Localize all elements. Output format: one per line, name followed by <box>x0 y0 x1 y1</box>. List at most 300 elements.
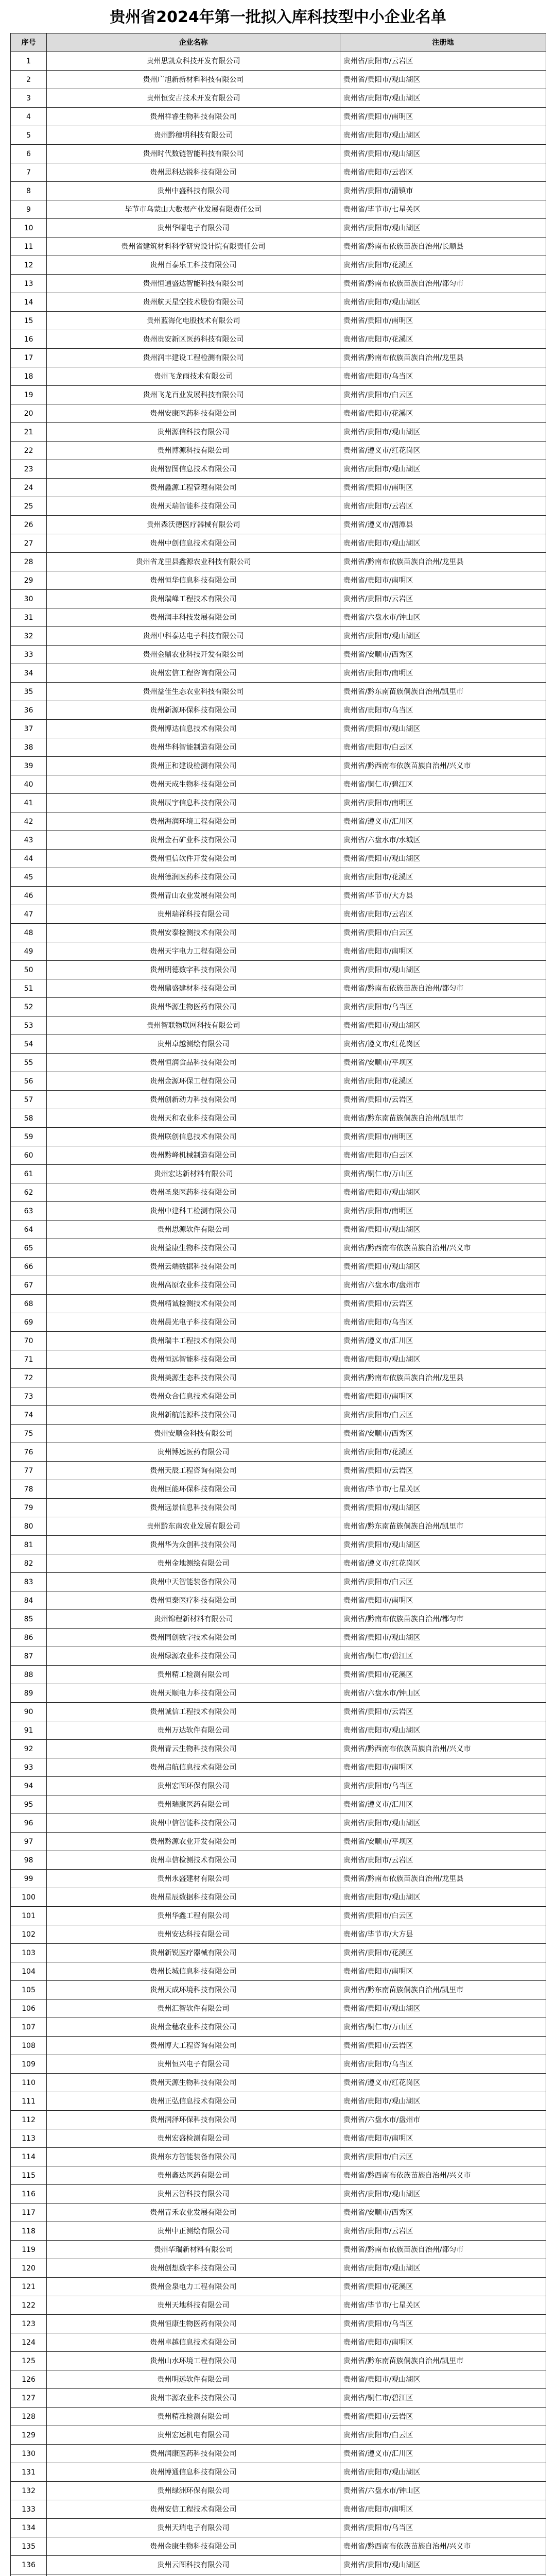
row-index: 1 <box>11 52 47 71</box>
row-registration-place: 贵州省/黔南布依族苗族自治州/龙里县 <box>340 1870 546 1888</box>
table-row <box>11 1870 546 1888</box>
table-row <box>11 367 546 386</box>
row-index: 45 <box>11 868 47 887</box>
table-row <box>11 479 546 497</box>
table-row <box>11 683 546 701</box>
table-row <box>11 1109 546 1128</box>
row-company-name: 贵州正和建设检测有限公司 <box>47 757 340 775</box>
row-registration-place: 贵州省/毕节市/七星关区 <box>340 200 546 219</box>
row-registration-place: 贵州省/黔南布依族苗族自治州/都匀市 <box>340 979 546 998</box>
row-company-name: 贵州安顺金科技有限公司 <box>47 1425 340 1443</box>
row-company-name: 贵州瑞康医药有限公司 <box>47 1795 340 1814</box>
table-row <box>11 2463 546 2482</box>
row-company-name: 贵州恒兴电子有限公司 <box>47 2055 340 2074</box>
row-company-name: 贵州思科达锐科技有限公司 <box>47 163 340 182</box>
row-registration-place: 贵州省/铜仁市/碧江区 <box>340 775 546 794</box>
row-company-name: 贵州博大工程咨询有限公司 <box>47 2037 340 2055</box>
row-index: 97 <box>11 1833 47 1851</box>
row-registration-place: 贵州省/遵义市/红花岗区 <box>340 442 546 460</box>
row-index: 129 <box>11 2426 47 2445</box>
row-registration-place: 贵州省/贵阳市/花溪区 <box>340 2278 546 2296</box>
row-index: 75 <box>11 1425 47 1443</box>
row-index: 127 <box>11 2389 47 2408</box>
row-index: 19 <box>11 386 47 404</box>
row-company-name: 贵州博达信息技术有限公司 <box>47 720 340 738</box>
table-row <box>11 2166 546 2185</box>
row-index: 8 <box>11 182 47 200</box>
row-company-name: 贵州新锐医疗器械有限公司 <box>47 1944 340 1962</box>
row-company-name: 贵州中天智能装备有限公司 <box>47 1573 340 1591</box>
table-row <box>11 1554 546 1573</box>
row-registration-place: 贵州省/贵阳市/云岩区 <box>340 1851 546 1870</box>
row-company-name: 贵州润丰建设工程检测有限公司 <box>47 349 340 367</box>
row-company-name: 贵州天地科技有限公司 <box>47 2296 340 2315</box>
table-row <box>11 1146 546 1165</box>
table-row <box>11 89 546 108</box>
row-registration-place: 贵州省/贵阳市/乌当区 <box>340 998 546 1016</box>
row-registration-place: 贵州省/遵义市/湄潭县 <box>340 516 546 534</box>
table-row <box>11 1035 546 1054</box>
row-company-name: 贵州华曜电子有限公司 <box>47 219 340 238</box>
row-company-name: 贵州润丰科技发展有限公司 <box>47 608 340 627</box>
table-row <box>11 293 546 312</box>
table-row <box>11 1721 546 1740</box>
row-registration-place: 贵州省/贵阳市/观山湖区 <box>340 627 546 646</box>
row-index: 53 <box>11 1016 47 1035</box>
row-registration-place: 贵州省/贵阳市/乌当区 <box>340 2519 546 2537</box>
row-company-name: 贵州航天星空技术股份有限公司 <box>47 293 340 312</box>
row-index: 124 <box>11 2333 47 2352</box>
row-registration-place: 贵州省/贵阳市/白云区 <box>340 924 546 942</box>
row-company-name: 贵州中正测绘有限公司 <box>47 2222 340 2241</box>
row-registration-place: 贵州省/贵阳市/南明区 <box>340 2500 546 2519</box>
table-row <box>11 1795 546 1814</box>
table-row <box>11 1833 546 1851</box>
row-registration-place: 贵州省/贵阳市/南明区 <box>340 1758 546 1777</box>
row-registration-place: 贵州省/贵阳市/花溪区 <box>340 1944 546 1962</box>
row-registration-place: 贵州省/六盘水市/钟山区 <box>340 1684 546 1703</box>
header-index: 序号 <box>11 33 47 52</box>
table-row <box>11 1350 546 1369</box>
row-index: 3 <box>11 89 47 108</box>
table-row <box>11 1054 546 1072</box>
row-index: 93 <box>11 1758 47 1777</box>
row-company-name: 贵州润泽环保科技有限公司 <box>47 2111 340 2129</box>
row-company-name: 贵州金源环保工程有限公司 <box>47 1072 340 1091</box>
row-index: 9 <box>11 200 47 219</box>
table-row <box>11 1406 546 1425</box>
table-row <box>11 386 546 404</box>
table-row <box>11 200 546 219</box>
table-row <box>11 1999 546 2018</box>
row-company-name: 贵州博远医药有限公司 <box>47 1443 340 1462</box>
row-company-name: 贵州星辰数据科技有限公司 <box>47 1888 340 1907</box>
table-row <box>11 534 546 553</box>
row-registration-place: 贵州省/黔东南苗族侗族自治州/凯里市 <box>340 1981 546 1999</box>
row-company-name: 贵州精诚检测技术有限公司 <box>47 1295 340 1313</box>
row-index: 40 <box>11 775 47 794</box>
table-header-row <box>11 33 546 52</box>
row-index: 42 <box>11 812 47 831</box>
table-row <box>11 497 546 516</box>
table-row <box>11 2333 546 2352</box>
table-row <box>11 812 546 831</box>
row-registration-place: 贵州省/铜仁市/万山区 <box>340 1165 546 1183</box>
table-row <box>11 2315 546 2333</box>
row-company-name: 贵州恒通盛达智能科技有限公司 <box>47 275 340 293</box>
row-company-name: 贵州青云生物科技有限公司 <box>47 1740 340 1758</box>
row-registration-place: 贵州省/贵阳市/南明区 <box>340 312 546 330</box>
row-index: 26 <box>11 516 47 534</box>
table-row <box>11 1425 546 1443</box>
row-registration-place: 贵州省/六盘水市/水城区 <box>340 831 546 850</box>
row-registration-place: 贵州省/黔东南苗族侗族自治州/凯里市 <box>340 1517 546 1536</box>
row-registration-place: 贵州省/贵阳市/南明区 <box>340 794 546 812</box>
row-registration-place: 贵州省/贵阳市/观山湖区 <box>340 2185 546 2204</box>
row-company-name: 贵州华科智能制造有限公司 <box>47 738 340 757</box>
table-row <box>11 1758 546 1777</box>
row-company-name: 贵州东方智能装备有限公司 <box>47 2148 340 2166</box>
row-company-name: 贵州智图信息技术有限公司 <box>47 460 340 479</box>
row-index: 6 <box>11 145 47 163</box>
row-company-name: 贵州广旭新新材料科技有限公司 <box>47 71 340 89</box>
row-company-name: 贵州远景信息科技有限公司 <box>47 1499 340 1517</box>
row-company-name: 贵州丰源农业科技有限公司 <box>47 2389 340 2408</box>
row-registration-place: 贵州省/遵义市/红花岗区 <box>340 1554 546 1573</box>
row-company-name: 贵州益佳生态农业科技有限公司 <box>47 683 340 701</box>
row-index: 126 <box>11 2370 47 2389</box>
row-index: 122 <box>11 2296 47 2315</box>
row-company-name: 贵州华源生物医药有限公司 <box>47 998 340 1016</box>
row-index: 67 <box>11 1276 47 1295</box>
row-registration-place: 贵州省/铜仁市/万山区 <box>340 2018 546 2037</box>
table-row <box>11 1573 546 1591</box>
row-index: 87 <box>11 1647 47 1666</box>
row-registration-place: 贵州省/贵阳市/观山湖区 <box>340 145 546 163</box>
row-index: 30 <box>11 590 47 608</box>
row-index: 34 <box>11 664 47 683</box>
row-registration-place: 贵州省/贵阳市/南明区 <box>340 2129 546 2148</box>
row-registration-place: 贵州省/贵阳市/白云区 <box>340 1146 546 1165</box>
row-registration-place: 贵州省/贵阳市/观山湖区 <box>340 2556 546 2574</box>
row-company-name: 贵州源信科技有限公司 <box>47 423 340 442</box>
table-row <box>11 163 546 182</box>
row-index: 38 <box>11 738 47 757</box>
table-row <box>11 2185 546 2204</box>
table-row <box>11 646 546 664</box>
row-index: 78 <box>11 1480 47 1499</box>
table-row <box>11 1517 546 1536</box>
row-index: 27 <box>11 534 47 553</box>
row-company-name: 贵州绿源农业科技有限公司 <box>47 1647 340 1666</box>
table-row <box>11 312 546 330</box>
row-registration-place: 贵州省/安顺市/西秀区 <box>340 646 546 664</box>
row-company-name: 贵州天和农业科技有限公司 <box>47 1109 340 1128</box>
table-row <box>11 1536 546 1554</box>
table-row <box>11 404 546 423</box>
row-company-name: 贵州润康医药科技有限公司 <box>47 2445 340 2463</box>
row-index: 55 <box>11 1054 47 1072</box>
table-row <box>11 1591 546 1610</box>
row-company-name: 贵州天宇电力工程有限公司 <box>47 942 340 961</box>
row-index: 82 <box>11 1554 47 1573</box>
row-registration-place: 贵州省/贵阳市/花溪区 <box>340 868 546 887</box>
table-row <box>11 850 546 868</box>
row-company-name: 贵州永盛建材有限公司 <box>47 1870 340 1888</box>
row-index: 48 <box>11 924 47 942</box>
row-registration-place: 贵州省/贵阳市/观山湖区 <box>340 850 546 868</box>
table-row <box>11 590 546 608</box>
row-index: 119 <box>11 2241 47 2259</box>
row-registration-place: 贵州省/贵阳市/清镇市 <box>340 182 546 200</box>
row-registration-place: 贵州省/贵阳市/南明区 <box>340 479 546 497</box>
row-registration-place: 贵州省/黔西南布依族苗族自治州/兴义市 <box>340 2537 546 2556</box>
row-registration-place: 贵州省/黔南布依族苗族自治州/龙里县 <box>340 349 546 367</box>
table-row <box>11 2204 546 2222</box>
row-registration-place: 贵州省/贵阳市/花溪区 <box>340 1666 546 1684</box>
row-index: 51 <box>11 979 47 998</box>
row-index: 47 <box>11 905 47 924</box>
row-company-name: 贵州益康生物科技有限公司 <box>47 1239 340 1258</box>
row-company-name: 贵州圣泉医药科技有限公司 <box>47 1183 340 1202</box>
row-index: 5 <box>11 126 47 145</box>
row-company-name: 贵州锦程新材料有限公司 <box>47 1610 340 1629</box>
row-company-name: 贵州恒润食品科技有限公司 <box>47 1054 340 1072</box>
row-registration-place: 贵州省/贵阳市/云岩区 <box>340 1703 546 1721</box>
row-registration-place: 贵州省/贵阳市/白云区 <box>340 738 546 757</box>
row-index: 103 <box>11 1944 47 1962</box>
row-company-name: 贵州宏达新材料有限公司 <box>47 1165 340 1183</box>
row-company-name: 贵州绿洲环保有限公司 <box>47 2482 340 2500</box>
row-company-name: 贵州中创信息技术有限公司 <box>47 534 340 553</box>
row-index: 135 <box>11 2537 47 2556</box>
row-registration-place: 贵州省/黔西南布依族苗族自治州/兴义市 <box>340 2166 546 2185</box>
table-row <box>11 2278 546 2296</box>
row-company-name: 贵州祥睿生物科技有限公司 <box>47 108 340 126</box>
table-row <box>11 1091 546 1109</box>
table-row <box>11 553 546 571</box>
row-index: 131 <box>11 2463 47 2482</box>
table-row <box>11 998 546 1016</box>
row-registration-place: 贵州省/贵阳市/观山湖区 <box>340 2092 546 2111</box>
table-row <box>11 2574 546 2576</box>
row-index: 73 <box>11 1387 47 1406</box>
table-row <box>11 571 546 590</box>
row-index: 69 <box>11 1313 47 1332</box>
table-row <box>11 2556 546 2574</box>
row-index: 41 <box>11 794 47 812</box>
row-company-name: 贵州华为众创科技有限公司 <box>47 1536 340 1554</box>
row-company-name: 贵州华鑫工程有限公司 <box>47 1907 340 1925</box>
table-row <box>11 2500 546 2519</box>
row-registration-place: 贵州省/黔东南苗族侗族自治州/凯里市 <box>340 2352 546 2370</box>
table-row <box>11 942 546 961</box>
table-row <box>11 1221 546 1239</box>
row-company-name: 贵州飞龙雨技术有限公司 <box>47 367 340 386</box>
table-row <box>11 442 546 460</box>
row-index: 58 <box>11 1109 47 1128</box>
row-company-name: 贵州恒安古技术开发有限公司 <box>47 89 340 108</box>
header-company-name: 企业名称 <box>47 33 340 52</box>
table-row <box>11 868 546 887</box>
table-row <box>11 1666 546 1684</box>
table-row <box>11 2222 546 2241</box>
row-company-name: 贵州天成生物科技有限公司 <box>47 775 340 794</box>
table-row <box>11 1016 546 1035</box>
table-row <box>11 887 546 905</box>
row-registration-place: 贵州省/贵阳市/乌当区 <box>340 1313 546 1332</box>
row-company-name: 贵州联创信息技术有限公司 <box>47 1128 340 1146</box>
row-index: 111 <box>11 2092 47 2111</box>
row-index: 120 <box>11 2259 47 2278</box>
row-registration-place: 贵州省/贵阳市/云岩区 <box>340 497 546 516</box>
row-company-name: 贵州启航信息技术有限公司 <box>47 1758 340 1777</box>
row-registration-place: 贵州省/黔南布依族苗族自治州/都匀市 <box>340 275 546 293</box>
row-index: 10 <box>11 219 47 238</box>
row-registration-place: 贵州省/毕节市/七星关区 <box>340 2296 546 2315</box>
table-row <box>11 1962 546 1981</box>
table-row <box>11 2426 546 2445</box>
row-company-name: 贵州安信工程技术有限公司 <box>47 2500 340 2519</box>
row-company-name: 贵州天辰工程咨询有限公司 <box>47 1462 340 1480</box>
table-row <box>11 775 546 794</box>
row-registration-place: 贵州省/安顺市/西秀区 <box>340 1425 546 1443</box>
row-index: 101 <box>11 1907 47 1925</box>
table-row <box>11 2018 546 2037</box>
table-row <box>11 757 546 775</box>
row-company-name: 贵州飞龙百业发展科技有限公司 <box>47 386 340 404</box>
row-index: 114 <box>11 2148 47 2166</box>
row-index: 57 <box>11 1091 47 1109</box>
table-row <box>11 961 546 979</box>
row-company-name: 贵州山水环境工程有限公司 <box>47 2352 340 2370</box>
row-index: 11 <box>11 238 47 256</box>
row-company-name: 贵州晨光电子科技有限公司 <box>47 1313 340 1332</box>
row-index: 43 <box>11 831 47 850</box>
row-registration-place: 贵州省/贵阳市/花溪区 <box>340 256 546 275</box>
row-registration-place: 贵州省/贵阳市/云岩区 <box>340 52 546 71</box>
table-row <box>11 2352 546 2370</box>
row-company-name: 贵州宏盛检测有限公司 <box>47 2129 340 2148</box>
row-index: 23 <box>11 460 47 479</box>
row-company-name: 贵州新源环保科技有限公司 <box>47 701 340 720</box>
table-row <box>11 2129 546 2148</box>
row-index: 66 <box>11 1258 47 1276</box>
table-row <box>11 1072 546 1091</box>
row-registration-place: 贵州省/黔西南布依族苗族自治州/兴义市 <box>340 1740 546 1758</box>
row-registration-place: 贵州省/贵阳市/乌当区 <box>340 2055 546 2074</box>
row-index: 91 <box>11 1721 47 1740</box>
row-index: 88 <box>11 1666 47 1684</box>
row-index: 86 <box>11 1629 47 1647</box>
table-body <box>11 52 546 2576</box>
table-row <box>11 330 546 349</box>
table-row <box>11 423 546 442</box>
row-company-name: 贵州恒信软件开发有限公司 <box>47 850 340 868</box>
row-registration-place: 贵州省/贵阳市/乌当区 <box>340 701 546 720</box>
row-index: 54 <box>11 1035 47 1054</box>
row-registration-place: 贵州省/贵阳市/观山湖区 <box>340 720 546 738</box>
row-index: 110 <box>11 2074 47 2092</box>
row-company-name: 贵州卓信检测技术有限公司 <box>47 1851 340 1870</box>
row-index: 105 <box>11 1981 47 1999</box>
row-index: 33 <box>11 646 47 664</box>
row-company-name: 贵州黔东南农业发展有限公司 <box>47 1517 340 1536</box>
row-index: 96 <box>11 1814 47 1833</box>
row-registration-place: 贵州省/贵阳市/观山湖区 <box>340 1888 546 1907</box>
row-index: 24 <box>11 479 47 497</box>
row-registration-place: 贵州省/贵阳市/观山湖区 <box>340 1536 546 1554</box>
row-registration-place <box>340 2574 546 2576</box>
row-registration-place: 贵州省/贵阳市/花溪区 <box>340 1443 546 1462</box>
row-index: 18 <box>11 367 47 386</box>
table-row <box>11 126 546 145</box>
row-registration-place: 贵州省/毕节市/大方县 <box>340 1925 546 1944</box>
row-company-name: 贵州新航能源科技有限公司 <box>47 1406 340 1425</box>
table-row <box>11 1944 546 1962</box>
row-company-name: 贵州安康医药科技有限公司 <box>47 404 340 423</box>
row-registration-place: 贵州省/贵阳市/南明区 <box>340 571 546 590</box>
row-registration-place: 贵州省/贵阳市/花溪区 <box>340 404 546 423</box>
row-company-name: 贵州鼎盛建材科技有限公司 <box>47 979 340 998</box>
row-company-name: 贵州黔峰机械制造有限公司 <box>47 1146 340 1165</box>
table-row <box>11 905 546 924</box>
row-registration-place: 贵州省/贵阳市/云岩区 <box>340 1295 546 1313</box>
row-company-name: 贵州万达软件有限公司 <box>47 1721 340 1740</box>
row-company-name: 贵州黔源农业开发有限公司 <box>47 1833 340 1851</box>
row-company-name: 贵州云智科技有限公司 <box>47 2185 340 2204</box>
row-index: 50 <box>11 961 47 979</box>
row-index: 90 <box>11 1703 47 1721</box>
table-row <box>11 720 546 738</box>
table-row <box>11 2445 546 2463</box>
row-registration-place: 贵州省/安顺市/平坝区 <box>340 1833 546 1851</box>
row-index: 123 <box>11 2315 47 2333</box>
row-registration-place: 贵州省/贵阳市/观山湖区 <box>340 1258 546 1276</box>
row-registration-place: 贵州省/贵阳市/观山湖区 <box>340 534 546 553</box>
row-index: 36 <box>11 701 47 720</box>
row-company-name: 贵州中信智能科技有限公司 <box>47 1814 340 1833</box>
row-registration-place: 贵州省/六盘水市/盘州市 <box>340 1276 546 1295</box>
table-row <box>11 1128 546 1146</box>
table-row <box>11 1276 546 1295</box>
table-row <box>11 52 546 71</box>
table-row <box>11 145 546 163</box>
row-company-name: 贵州巨能环保科技有限公司 <box>47 1480 340 1499</box>
row-registration-place: 贵州省/贵阳市/白云区 <box>340 1406 546 1425</box>
row-registration-place: 贵州省/贵阳市/观山湖区 <box>340 2370 546 2389</box>
row-company-name: 毕节市乌蒙山大数据产业发展有限责任公司 <box>47 200 340 219</box>
row-index: 115 <box>11 2166 47 2185</box>
row-registration-place: 贵州省/贵阳市/观山湖区 <box>340 423 546 442</box>
row-registration-place: 贵州省/贵阳市/观山湖区 <box>340 1350 546 1369</box>
table-row <box>11 1295 546 1313</box>
row-registration-place: 贵州省/黔南布依族苗族自治州/都匀市 <box>340 2241 546 2259</box>
row-index: 65 <box>11 1239 47 1258</box>
row-company-name: 贵州宏远机电有限公司 <box>47 2426 340 2445</box>
row-index: 72 <box>11 1369 47 1387</box>
table-row <box>11 2037 546 2055</box>
table-row <box>11 1369 546 1387</box>
row-index: 31 <box>11 608 47 627</box>
row-company-name: 贵州中建科工检测有限公司 <box>47 1202 340 1221</box>
row-registration-place: 贵州省/黔东南苗族侗族自治州/凯里市 <box>340 683 546 701</box>
row-index: 16 <box>11 330 47 349</box>
table-row <box>11 1239 546 1258</box>
row-index: 49 <box>11 942 47 961</box>
row-registration-place: 贵州省/贵阳市/花溪区 <box>340 1072 546 1091</box>
row-index: 94 <box>11 1777 47 1795</box>
